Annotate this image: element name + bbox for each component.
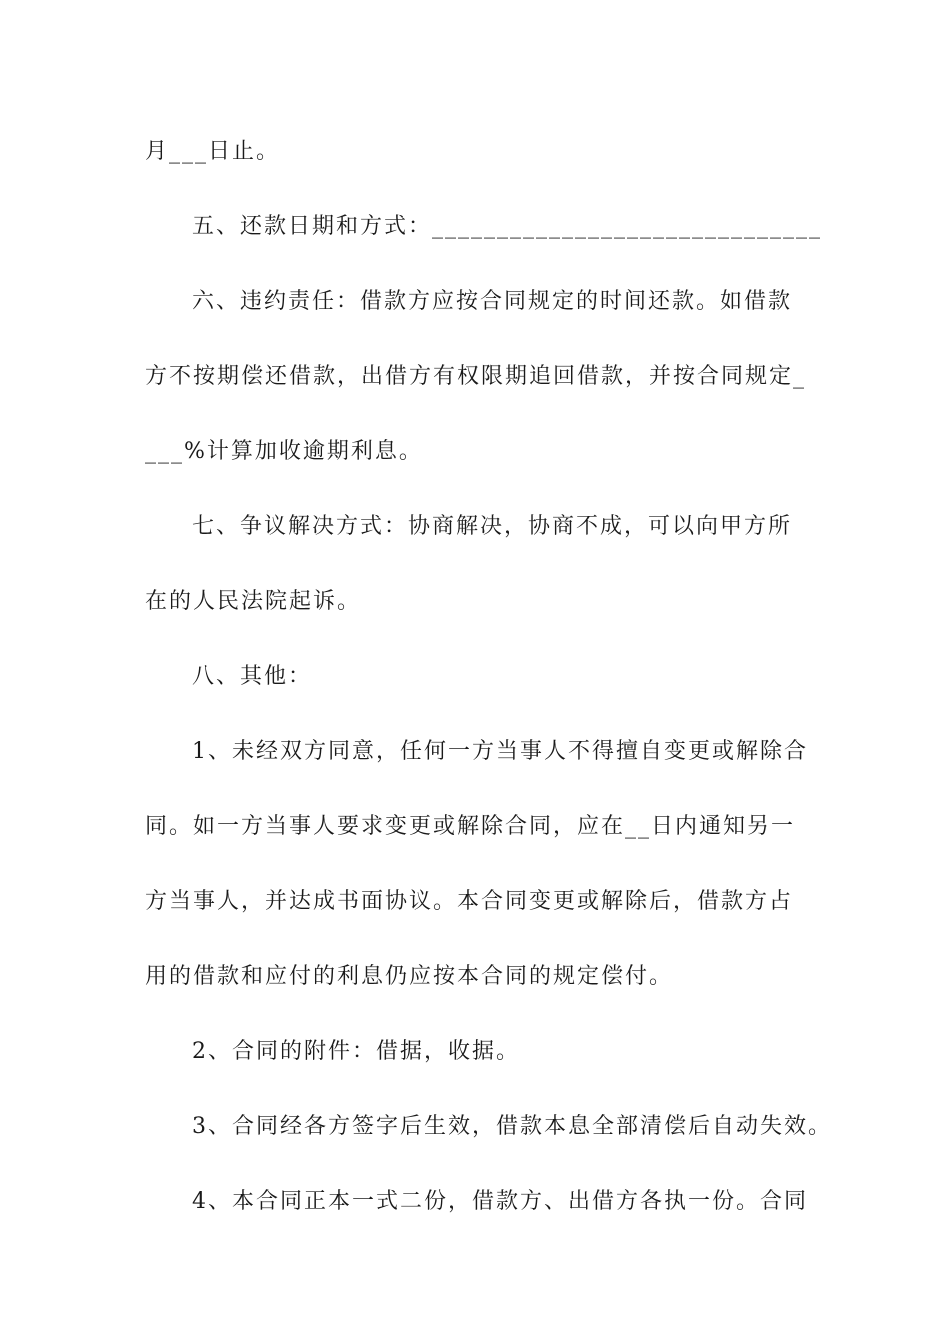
text-line xyxy=(0,582,950,622)
clause-7-dispute xyxy=(0,507,950,547)
text-line xyxy=(0,807,950,847)
line-text: ___%计算加收逾期利息。 xyxy=(145,439,423,464)
line-text: 3、合同经各方签字后生效，借款本息全部清偿后自动失效。 xyxy=(192,1114,832,1139)
line-text: 方当事人，并达成书面协议。本合同变更或解除后，借款方占 xyxy=(145,889,794,914)
line-text: 七、争议解决方式：协商解决，协商不成，可以向甲方所 xyxy=(192,514,793,539)
line-text: 八、其他： xyxy=(192,664,313,689)
line-text: 4、本合同正本一式二份，借款方、出借方各执一份。合同 xyxy=(192,1189,808,1214)
line-text: 在的人民法院起诉。 xyxy=(145,589,362,614)
line-text: 2、合同的附件：借据，收据。 xyxy=(192,1039,520,1064)
line-text: 六、违约责任：借款方应按合同规定的时间还款。如借款 xyxy=(192,289,793,314)
item-2 xyxy=(0,1032,950,1072)
item-1 xyxy=(0,732,950,772)
text-line xyxy=(0,132,950,172)
line-text: 方不按期偿还借款，出借方有权限期追回借款，并按合同规定_ xyxy=(145,364,807,389)
item-4 xyxy=(0,1182,950,1222)
clause-6-liability xyxy=(0,282,950,322)
clause-8-other xyxy=(0,657,950,697)
text-line xyxy=(0,432,950,472)
line-text: 月___日止。 xyxy=(145,139,281,164)
line-text: 同。如一方当事人要求变更或解除合同，应在__日内通知另一 xyxy=(145,814,796,839)
text-line xyxy=(0,357,950,397)
clause-5-repayment xyxy=(0,207,950,247)
line-text: 1、未经双方同意，任何一方当事人不得擅自变更或解除合 xyxy=(192,739,808,764)
text-line xyxy=(0,957,950,997)
line-text: 五、还款日期和方式：______________________________ xyxy=(192,214,823,239)
text-line xyxy=(0,882,950,922)
line-text: 用的借款和应付的利息仍应按本合同的规定偿付。 xyxy=(145,964,674,989)
item-3 xyxy=(0,1107,950,1147)
